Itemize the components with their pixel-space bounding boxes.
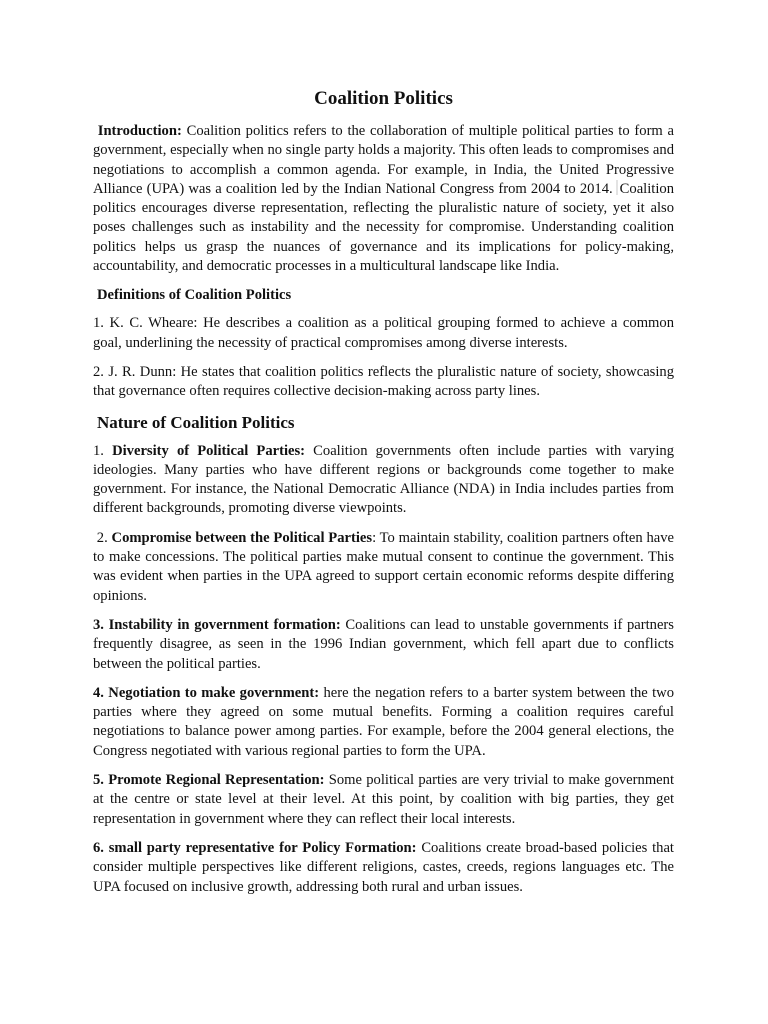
intro-label: Introduction: <box>97 123 182 139</box>
nature-item-label: 4. Negotiation to make government: <box>93 684 320 701</box>
nature-item <box>93 684 674 761</box>
nature-item-text: here the negation refers to a barter system between the two parties where they agreed on some mutual benefits. Forming a coalition requires careful negotiations to balance power among parties. For example, before the 2004 general elections, the Congress negotiated with various regional parties to form the UPA. <box>93 684 675 759</box>
definition-item: 1. K. C. Wheare: He describes a coalition as a political grouping formed to achieve a common goal, underlining the necessity of practical compromises among diverse interests. <box>93 315 674 351</box>
nature-item-prefix: 2. <box>96 529 112 546</box>
intro-paragraph <box>93 122 674 276</box>
nature-item-label: 3. Instability in government formation: <box>93 616 341 633</box>
nature-item <box>93 839 674 897</box>
nature-item-text: Coalitions create broad-based policies that consider multiple perspectives like different religions, castes, creeds, regions languages etc. The UPA focused on inclusive growth, addressing both rural and urban issues. <box>93 839 674 895</box>
nature-item-label: 6. small party representative for Policy Formation: <box>93 839 417 856</box>
nature-item-text: Coalitions can lead to unstable governments if partners frequently disagree, as seen in the 1996 Indian government, which fell apart due to conflicts between the political parties. <box>93 616 674 672</box>
nature-item-label: Diversity of Political Parties: <box>112 442 306 459</box>
nature-item-label: Compromise between the Political Parties <box>111 529 373 546</box>
nature-item <box>93 529 674 606</box>
document-title: Coalition Politics <box>314 88 453 109</box>
intro-text-a: Coalition politics refers to the collaboration of multiple political parties to form a government, especially when no single party holds a majority. This often leads to compromises and negotiations to accomplish a common agenda. For example, in India, the United Progressive Alliance (UPA) was a coalition led by the Indian National Congress from 2004 to 2014. <box>93 123 675 197</box>
nature-item-label: 5. Promote Regional Representation: <box>93 772 325 789</box>
nature-heading: Nature of Coalition Politics <box>97 412 295 432</box>
definitions-heading: Definitions of Coalition Politics <box>97 287 292 304</box>
nature-item-prefix: 1. <box>93 442 113 459</box>
intro-text-b: Coalition politics encourages diverse representation, reflecting the pluralistic nature of society, yet it also poses challenges such as instability and the necessity for compromise. Understanding coalition politics helps us grasp the nuances of governance and its implications for policy-making, accountability, and democratic processes in a multicultural landscape like India. <box>93 180 674 275</box>
nature-item-text: : To maintain stability, coalition partners often have to make concessions. The political parties make mutual consent to continue the government. This was evident when parties in the UPA agreed to support certain economic reforms despite differing opinions. <box>93 529 674 604</box>
nature-item-text: Some political parties are very trivial to make government at the centre or state level at their level. At this point, by coalition with big parties, they get representation in government where they can reflect their local interests. <box>93 772 674 827</box>
nature-item <box>93 771 674 829</box>
definition-item: 2. J. R. Dunn: He states that coalition politics reflects the pluralistic nature of society, showcasing that governance often requires collective decision-making across party lines. <box>93 363 674 400</box>
nature-item <box>93 616 674 674</box>
text-cursor-marker <box>616 180 618 195</box>
nature-item <box>93 442 674 519</box>
nature-item-text: Coalition governments often include parties with varying ideologies. Many parties who have different regions or backgrounds come together to make government. For instance, the National Democratic Alliance (NDA) in India includes parties from different backgrounds, promoting diverse viewpoints. <box>93 442 675 517</box>
